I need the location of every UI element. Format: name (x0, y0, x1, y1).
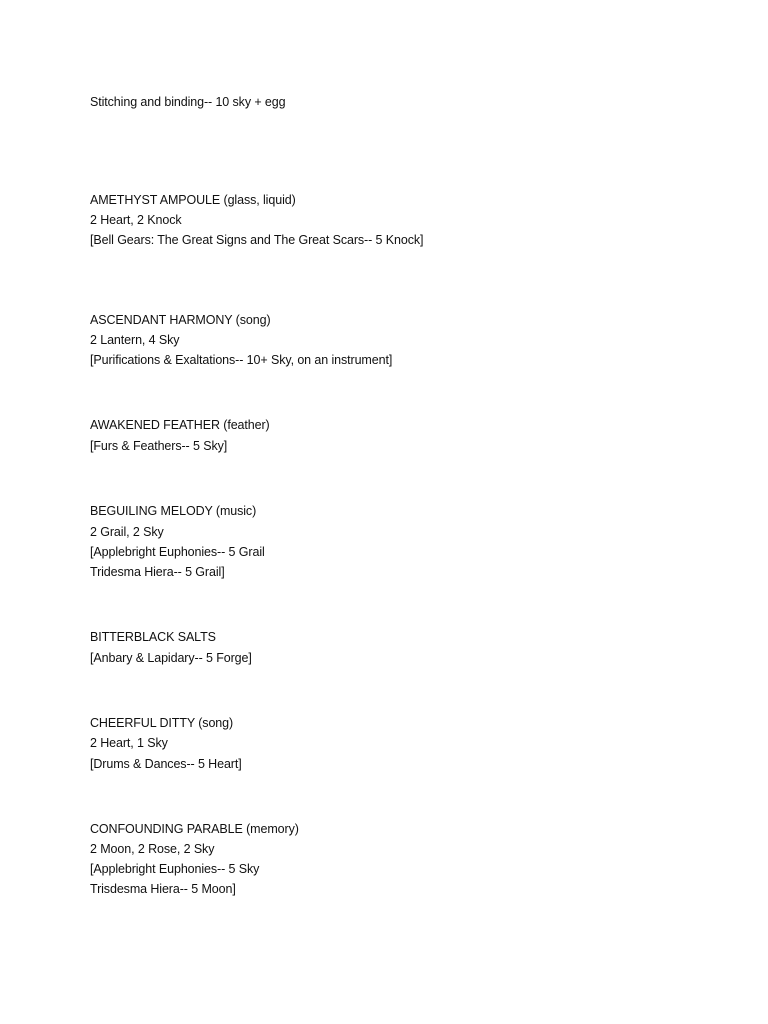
entry-source: [Anbary & Lapidary-- 5 Forge] (90, 651, 252, 665)
entry-aspects: 2 Grail, 2 Sky (90, 525, 164, 539)
entry-source: [Applebright Euphonies-- 5 Sky (90, 862, 260, 876)
entry-title: BEGUILING MELODY (music) (90, 504, 257, 518)
entry-source: [Applebright Euphonies-- 5 Grail (90, 545, 265, 559)
entry-title: ASCENDANT HARMONY (song) (90, 313, 271, 327)
entry-aspects: 2 Moon, 2 Rose, 2 Sky (90, 842, 215, 856)
intro-line: Stitching and binding-- 10 sky + egg (90, 95, 286, 109)
entry-source: [Bell Gears: The Great Signs and The Great Scars-- 5 Knock] (90, 233, 424, 247)
entry-source: [Drums & Dances-- 5 Heart] (90, 757, 242, 771)
entry-source: [Furs & Feathers-- 5 Sky] (90, 439, 228, 453)
entry-title: CONFOUNDING PARABLE (memory) (90, 822, 299, 836)
entry-source: Tridesma Hiera-- 5 Grail] (90, 565, 225, 579)
entry-title: AWAKENED FEATHER (feather) (90, 418, 270, 432)
entry-source: Trisdesma Hiera-- 5 Moon] (90, 882, 236, 896)
entry-aspects: 2 Heart, 2 Knock (90, 213, 182, 227)
entry-source: [Purifications & Exaltations-- 10+ Sky, on an instrument] (90, 353, 393, 367)
entry-title: BITTERBLACK SALTS (90, 630, 216, 644)
entry-title: AMETHYST AMPOULE (glass, liquid) (90, 193, 296, 207)
entry-aspects: 2 Lantern, 4 Sky (90, 333, 180, 347)
entry-aspects: 2 Heart, 1 Sky (90, 736, 168, 750)
entry-title: CHEERFUL DITTY (song) (90, 716, 234, 730)
